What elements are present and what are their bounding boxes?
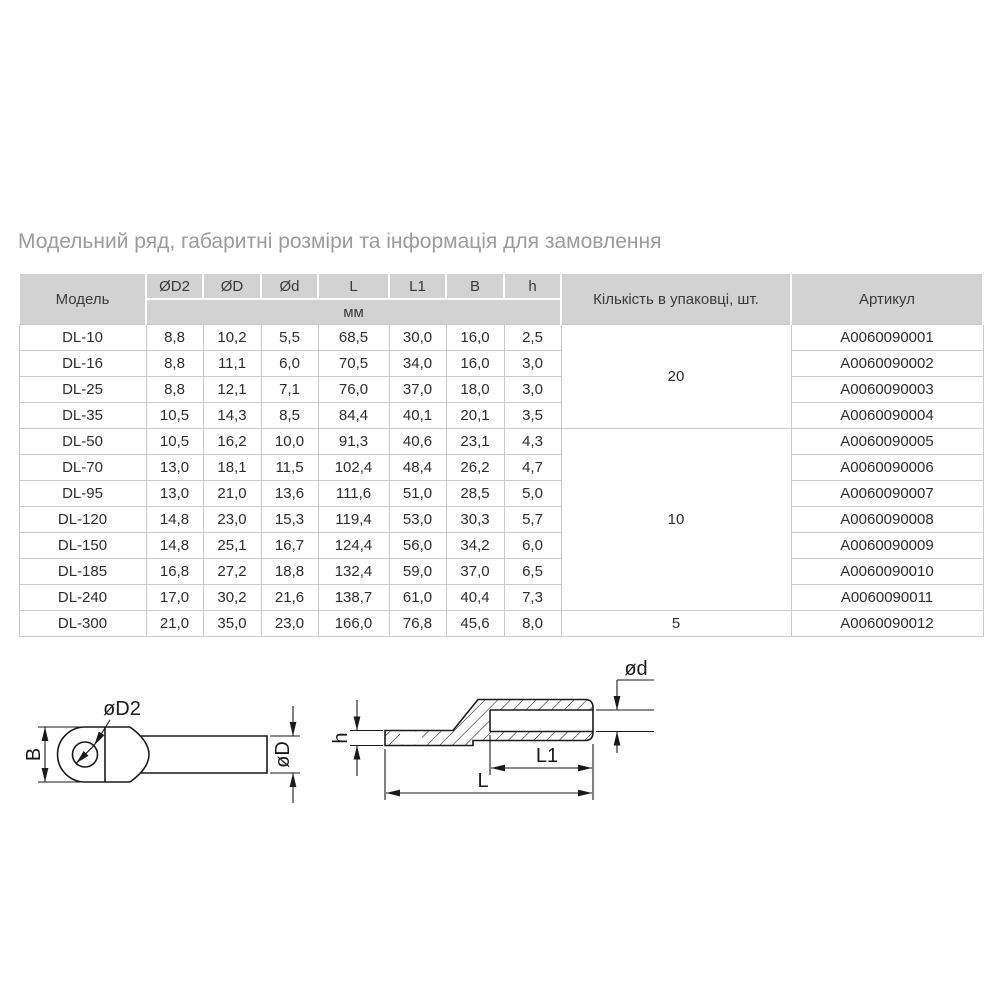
l-cell: 166,0	[318, 611, 389, 637]
l1-cell: 51,0	[389, 481, 446, 507]
qty-cell: 10	[561, 429, 791, 611]
table-row	[19, 403, 983, 429]
od-cell: 30,2	[203, 585, 261, 611]
l-cell: 91,3	[318, 429, 389, 455]
h-cell: 3,5	[504, 403, 561, 429]
d-cell: 5,5	[261, 325, 318, 351]
b-cell: 20,1	[446, 403, 504, 429]
model-cell: DL-95	[19, 481, 146, 507]
model-cell: DL-70	[19, 455, 146, 481]
table-row	[19, 455, 983, 481]
sku-cell: A0060090009	[791, 533, 983, 559]
od2-cell: 14,8	[146, 507, 203, 533]
l1-cell: 76,8	[389, 611, 446, 637]
d-cell: 15,3	[261, 507, 318, 533]
l-cell: 132,4	[318, 559, 389, 585]
l-cell: 102,4	[318, 455, 389, 481]
d-cell: 10,0	[261, 429, 318, 455]
h-cell: 4,7	[504, 455, 561, 481]
table-row	[19, 559, 983, 585]
b-cell: 16,0	[446, 325, 504, 351]
table-row	[19, 481, 983, 507]
sku-cell: A0060090001	[791, 325, 983, 351]
sku-cell: A0060090004	[791, 403, 983, 429]
header-d: Ød	[261, 273, 318, 299]
d-cell: 16,7	[261, 533, 318, 559]
h-cell: 5,7	[504, 507, 561, 533]
lug-palm-outline	[58, 727, 130, 782]
label-l1: L1	[535, 745, 559, 767]
b-cell: 26,2	[446, 455, 504, 481]
b-cell: 40,4	[446, 585, 504, 611]
d-cell: 7,1	[261, 377, 318, 403]
d-cell: 23,0	[261, 611, 318, 637]
h-cell: 3,0	[504, 351, 561, 377]
model-cell: DL-50	[19, 429, 146, 455]
b-cell: 23,1	[446, 429, 504, 455]
table-row	[19, 507, 983, 533]
l-cell: 76,0	[318, 377, 389, 403]
b-cell: 30,3	[446, 507, 504, 533]
model-cell: DL-16	[19, 351, 146, 377]
od-cell: 11,1	[203, 351, 261, 377]
header-qty: Кількість в упаковці, шт.	[561, 273, 791, 325]
table-row	[19, 351, 983, 377]
table-row	[19, 585, 983, 611]
h-cell: 4,3	[504, 429, 561, 455]
l-cell: 70,5	[318, 351, 389, 377]
l-cell: 84,4	[318, 403, 389, 429]
h-cell: 8,0	[504, 611, 561, 637]
l1-cell: 40,6	[389, 429, 446, 455]
d-cell: 13,6	[261, 481, 318, 507]
h-cell: 7,3	[504, 585, 561, 611]
label-small-d: ød	[624, 658, 648, 680]
od2-cell: 16,8	[146, 559, 203, 585]
model-cell: DL-10	[19, 325, 146, 351]
model-cell: DL-240	[19, 585, 146, 611]
d2-diameter-line	[76, 746, 94, 764]
section-view-drawing	[330, 658, 654, 800]
header-unit: мм	[146, 299, 561, 325]
model-cell: DL-150	[19, 533, 146, 559]
dimension-table	[18, 272, 984, 637]
technical-drawings	[0, 650, 1000, 870]
h-cell: 5,0	[504, 481, 561, 507]
b-cell: 18,0	[446, 377, 504, 403]
od2-cell: 8,8	[146, 377, 203, 403]
od2-cell: 13,0	[146, 481, 203, 507]
header-od2: ØD2	[146, 273, 203, 299]
od-cell: 25,1	[203, 533, 261, 559]
model-cell: DL-120	[19, 507, 146, 533]
od2-cell: 10,5	[146, 429, 203, 455]
label-l: L	[477, 770, 489, 792]
sku-cell: A0060090008	[791, 507, 983, 533]
l-cell: 68,5	[318, 325, 389, 351]
sku-cell: A0060090011	[791, 585, 983, 611]
table-row	[19, 533, 983, 559]
table-row	[19, 429, 983, 455]
b-cell: 37,0	[446, 559, 504, 585]
sku-cell: A0060090005	[791, 429, 983, 455]
d-cell: 6,0	[261, 351, 318, 377]
od2-cell: 8,8	[146, 351, 203, 377]
label-h: h	[330, 732, 352, 744]
b-cell: 16,0	[446, 351, 504, 377]
od-cell: 12,1	[203, 377, 261, 403]
h-cell: 2,5	[504, 325, 561, 351]
sku-cell: A0060090003	[791, 377, 983, 403]
od-cell: 35,0	[203, 611, 261, 637]
od2-cell: 14,8	[146, 533, 203, 559]
od2-cell: 17,0	[146, 585, 203, 611]
d-cell: 8,5	[261, 403, 318, 429]
d-cell: 18,8	[261, 559, 318, 585]
od-cell: 27,2	[203, 559, 261, 585]
model-cell: DL-300	[19, 611, 146, 637]
table-row	[19, 325, 983, 351]
sku-cell: A0060090002	[791, 351, 983, 377]
label-b: B	[23, 747, 45, 762]
l1-cell: 37,0	[389, 377, 446, 403]
header-od: ØD	[203, 273, 261, 299]
front-view-drawing	[23, 698, 300, 803]
od2-cell: 10,5	[146, 403, 203, 429]
h-cell: 3,0	[504, 377, 561, 403]
page-title: Модельний ряд, габаритні розміри та інформація для замовлення	[18, 230, 662, 253]
header-l1: L1	[389, 273, 446, 299]
header-l: L	[318, 273, 389, 299]
b-cell: 28,5	[446, 481, 504, 507]
bore-region	[490, 710, 593, 732]
qty-cell: 20	[561, 325, 791, 429]
palm-hole-window	[400, 732, 422, 745]
l1-cell: 53,0	[389, 507, 446, 533]
l-cell: 138,7	[318, 585, 389, 611]
l1-cell: 40,1	[389, 403, 446, 429]
header-b: B	[446, 273, 504, 299]
b-cell: 34,2	[446, 533, 504, 559]
od-cell: 21,0	[203, 481, 261, 507]
od2-cell: 8,8	[146, 325, 203, 351]
sku-cell: A0060090006	[791, 455, 983, 481]
header-model: Модель	[19, 273, 146, 325]
od-cell: 16,2	[203, 429, 261, 455]
table-row	[19, 611, 983, 637]
od-cell: 23,0	[203, 507, 261, 533]
d2-leader-line	[94, 720, 110, 745]
od2-cell: 13,0	[146, 455, 203, 481]
header-h: h	[504, 273, 561, 299]
label-d: øD	[272, 741, 294, 768]
d-cell: 11,5	[261, 455, 318, 481]
l1-cell: 61,0	[389, 585, 446, 611]
l1-cell: 48,4	[389, 455, 446, 481]
table-row	[19, 377, 983, 403]
l-cell: 124,4	[318, 533, 389, 559]
sku-cell: A0060090012	[791, 611, 983, 637]
model-cell: DL-185	[19, 559, 146, 585]
l-cell: 119,4	[318, 507, 389, 533]
d-cell: 21,6	[261, 585, 318, 611]
lug-barrel-outline	[141, 736, 267, 773]
header-row-1	[19, 273, 983, 299]
qty-cell: 5	[561, 611, 791, 637]
sku-cell: A0060090010	[791, 559, 983, 585]
h-cell: 6,5	[504, 559, 561, 585]
model-cell: DL-25	[19, 377, 146, 403]
od-cell: 10,2	[203, 325, 261, 351]
header-sku: Артикул	[791, 273, 983, 325]
model-cell: DL-35	[19, 403, 146, 429]
sku-cell: A0060090007	[791, 481, 983, 507]
l1-cell: 59,0	[389, 559, 446, 585]
od-cell: 14,3	[203, 403, 261, 429]
label-d2: øD2	[103, 698, 141, 720]
l1-cell: 34,0	[389, 351, 446, 377]
l-cell: 111,6	[318, 481, 389, 507]
h-cell: 6,0	[504, 533, 561, 559]
od-cell: 18,1	[203, 455, 261, 481]
od2-cell: 21,0	[146, 611, 203, 637]
l1-cell: 56,0	[389, 533, 446, 559]
b-cell: 45,6	[446, 611, 504, 637]
l1-cell: 30,0	[389, 325, 446, 351]
